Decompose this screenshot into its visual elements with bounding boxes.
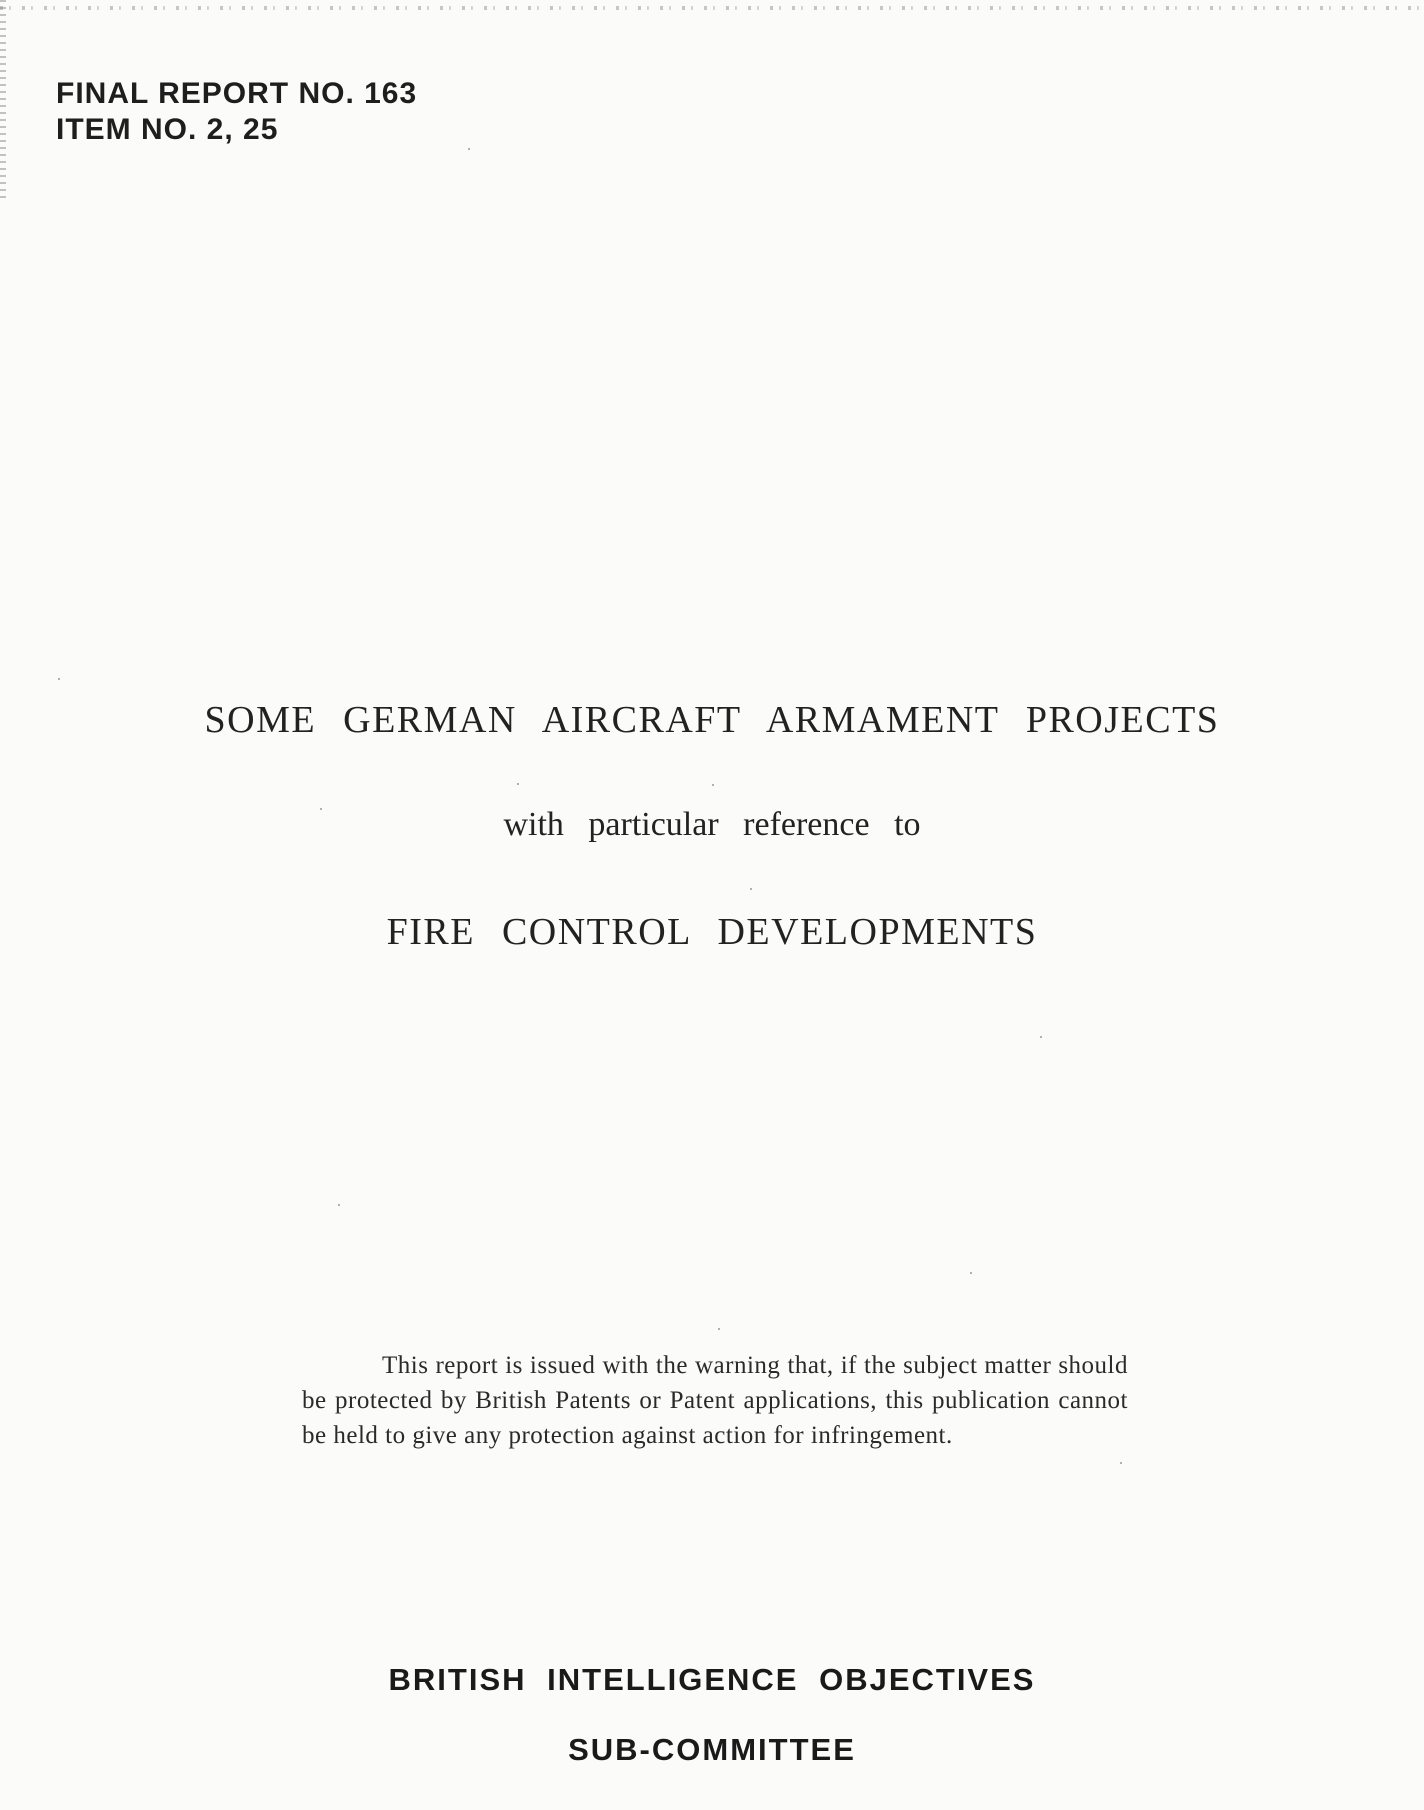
- scan-speck: [1120, 1462, 1122, 1464]
- document-subtitle: with particular reference to: [503, 806, 921, 843]
- scan-speck: [1040, 1036, 1042, 1038]
- scan-speck: [718, 1328, 720, 1330]
- scan-speck: [320, 808, 322, 810]
- report-number: FINAL REPORT NO. 163: [56, 77, 418, 110]
- document-title: SOME GERMAN AIRCRAFT ARMAMENT PROJECTS: [204, 699, 1220, 741]
- scan-edge-left: [0, 0, 6, 200]
- scan-speck: [750, 888, 752, 890]
- document-topic: FIRE CONTROL DEVELOPMENTS: [386, 911, 1038, 953]
- scan-speck: [517, 783, 519, 785]
- scan-speck: [468, 148, 470, 150]
- item-number: ITEM NO. 2, 25: [56, 113, 279, 146]
- committee-name-line2: SUB-COMMITTEE: [568, 1732, 856, 1767]
- scan-speck: [338, 1204, 340, 1206]
- scan-speck: [970, 1272, 972, 1274]
- committee-name-line1: BRITISH INTELLIGENCE OBJECTIVES: [388, 1662, 1036, 1697]
- scan-speck: [712, 784, 714, 786]
- patent-warning: This report is issued with the warning that, if the subject matter should be protected by British Patents or Patent applications, this publication cannot be held to give any protection against action for infringement.: [302, 1352, 1128, 1449]
- report-header: [56, 76, 417, 148]
- scan-speck: [58, 678, 60, 680]
- scan-edge-top: [0, 6, 1424, 10]
